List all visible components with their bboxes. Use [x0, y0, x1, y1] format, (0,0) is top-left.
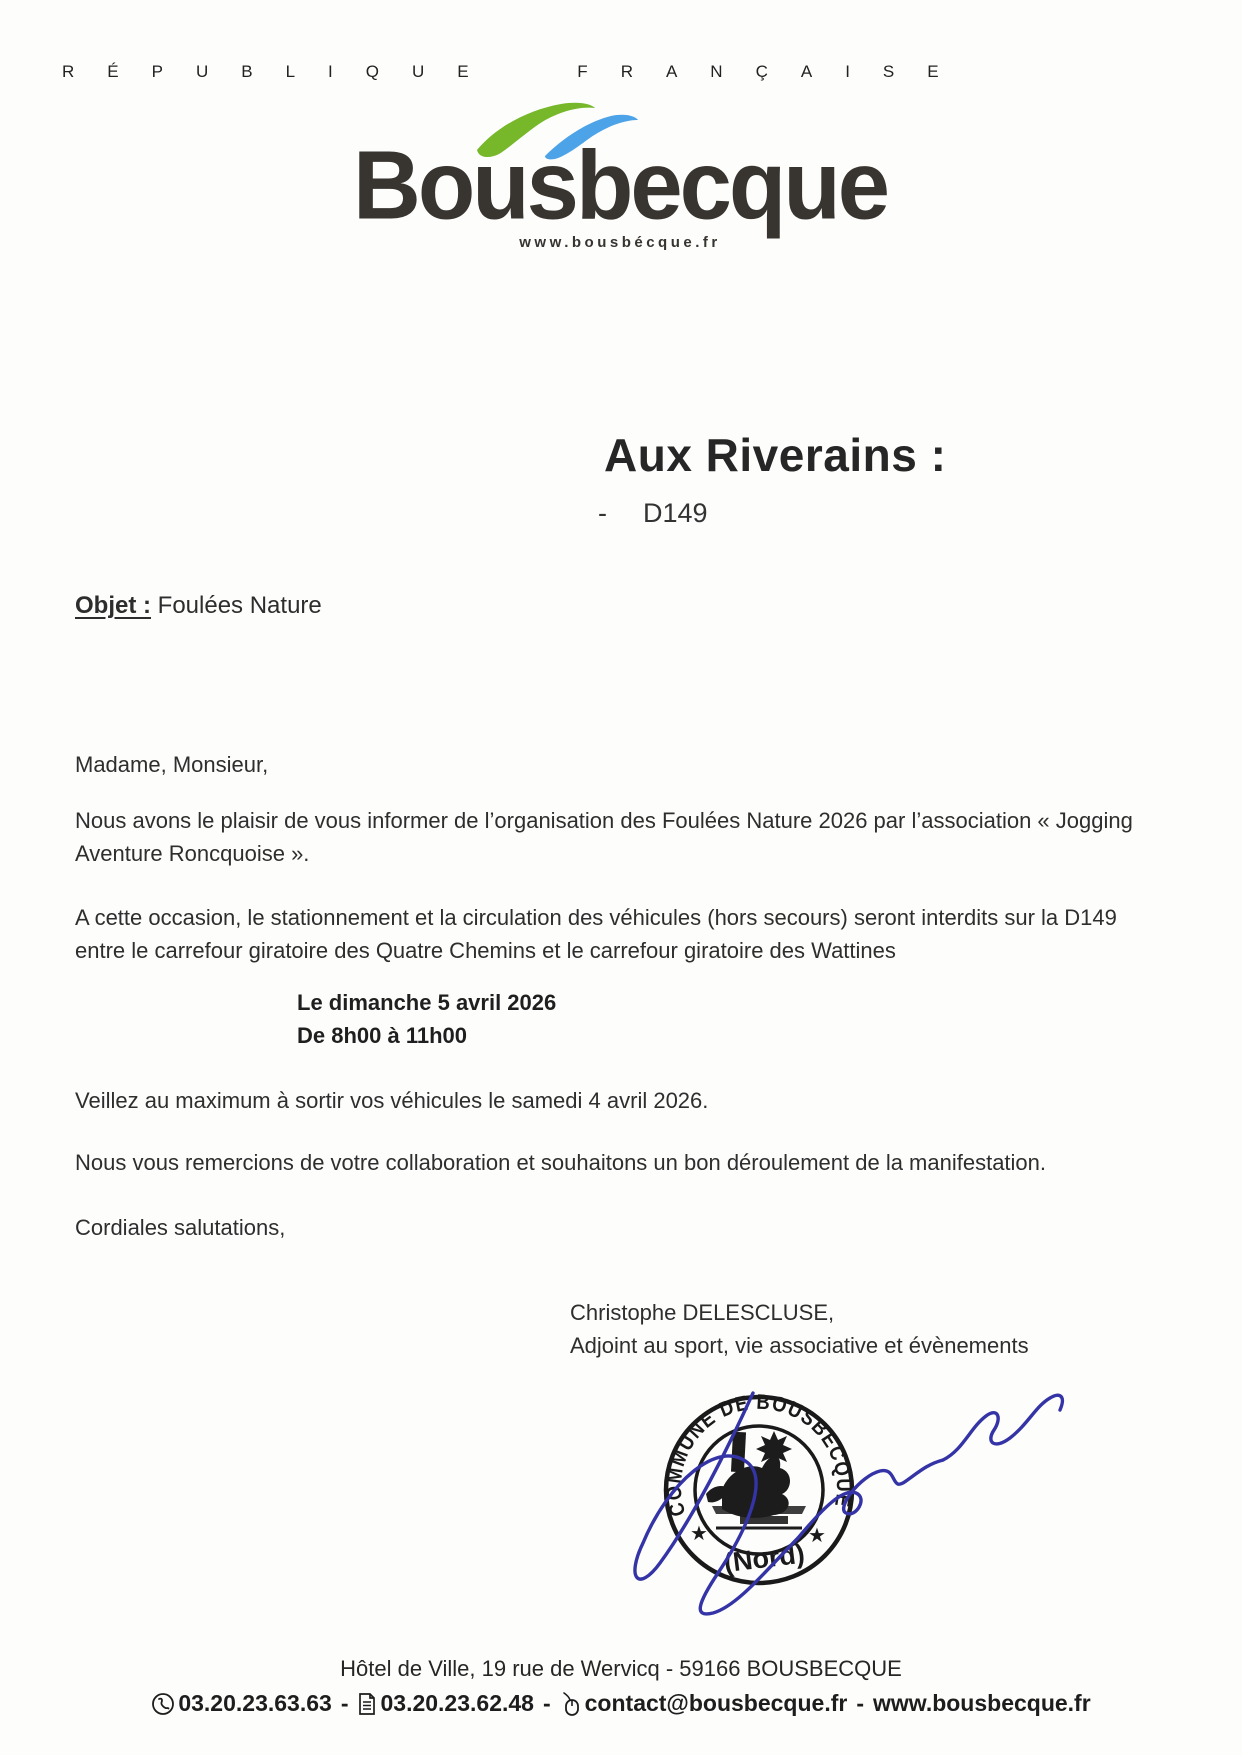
page-title: Aux Riverains :	[604, 429, 947, 481]
d149-item	[598, 498, 708, 529]
salutation: Madame, Monsieur,	[75, 752, 269, 777]
commune-logo	[280, 96, 960, 251]
bullet-dash: -	[598, 498, 607, 528]
paragraph-2-line-2: entre le carrefour giratoire des Quatre Chemins et le carrefour giratoire des Wattines	[75, 938, 896, 963]
stamp-crest	[706, 1431, 806, 1528]
stamp-ring-text: COMMUNE DE BOUSBECQUE	[662, 1390, 856, 1519]
event-time-line: De 8h00 à 11h00	[297, 1023, 468, 1048]
footer-fax: 03.20.23.62.48	[380, 1690, 534, 1716]
bullet-text: D149	[643, 498, 708, 528]
paragraph-2	[75, 901, 1117, 967]
logo-wordmark: Bousbecque	[352, 129, 888, 240]
footer-contact-line	[0, 1690, 1242, 1717]
paragraph-2-line-1: A cette occasion, le stationnement et la circulation des véhicules (hors secours) seront interdits sur la D149	[75, 905, 1117, 930]
footer-separator-3: -	[856, 1690, 864, 1716]
footer-email: contact@bousbecque.fr	[584, 1690, 848, 1716]
paragraph-1	[75, 804, 1133, 870]
logo-website-url: www.bousbécque.fr	[519, 234, 721, 251]
stamp-star-right: ★	[808, 1525, 826, 1547]
signer-block	[570, 1296, 1029, 1362]
objet-value: Foulées Nature	[151, 592, 322, 619]
footer-website: www.bousbecque.fr	[873, 1690, 1091, 1716]
republique-francaise-text: RÉPUBLIQUE FRANÇAISE	[62, 62, 972, 81]
footer-separator-2: -	[542, 1690, 551, 1716]
official-stamp	[656, 1388, 862, 1598]
paragraph-1-line-1: Nous avons le plaisir de vous informer de l’organisation des Foulées Nature 2026 par l’association « Jogging	[75, 808, 1133, 833]
signer-name: Christophe DELESCLUSE,	[570, 1300, 835, 1325]
event-date-line: Le dimanche 5 avril 2026	[297, 990, 557, 1015]
fax-icon	[357, 1692, 377, 1716]
paragraph-4: Nous vous remercions de votre collaboration et souhaitons un bon déroulement de la manifestation.	[75, 1150, 1047, 1175]
stamp-nord-text: (Nord)	[722, 1538, 807, 1579]
footer-phone: 03.20.23.63.63	[178, 1690, 332, 1716]
stamp-star-left: ★	[690, 1523, 708, 1545]
objet-label: Objet :	[75, 592, 151, 619]
closing: Cordiales salutations,	[75, 1215, 286, 1240]
paragraph-3: Veillez au maximum à sortir vos véhicules le samedi 4 avril 2026.	[75, 1088, 709, 1113]
phone-icon	[151, 1692, 175, 1716]
objet-line	[75, 592, 322, 620]
footer-separator-1: -	[340, 1690, 349, 1716]
footer-address: Hôtel de Ville, 19 rue de Wervicq - 59166 BOUSBECQUE	[340, 1656, 902, 1681]
mouse-icon	[560, 1691, 582, 1717]
signer-title: Adjoint au sport, vie associative et évènements	[570, 1333, 1029, 1358]
paragraph-1-line-2: Aventure Roncquoise ».	[75, 841, 310, 866]
